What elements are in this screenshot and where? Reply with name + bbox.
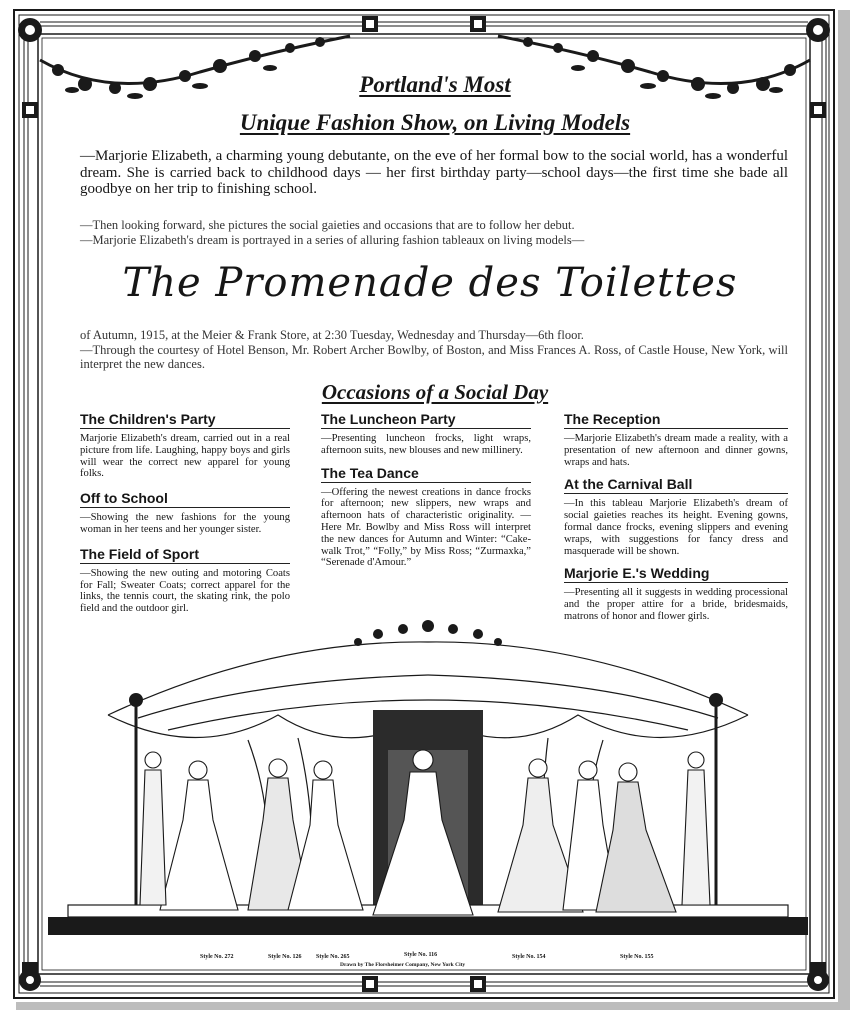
model-figure-7 bbox=[596, 763, 676, 912]
style-label: Style No. 126 bbox=[268, 954, 302, 960]
promenade-details: of Autumn, 1915, at the Meier & Frank Store, at 2:30 Tuesday, Wednesday and Thursday—6th floor. bbox=[80, 328, 584, 342]
occasions-column-3 bbox=[564, 411, 788, 631]
section-title-carnival-ball: At the Carnival Ball bbox=[564, 476, 788, 494]
intro-paragraph-3: —Marjorie Elizabeth's dream is portrayed in a series of alluring fashion tableaux on living models— bbox=[80, 233, 585, 247]
section-title-field-of-sport: The Field of Sport bbox=[80, 546, 290, 564]
intro-paragraph-2: —Then looking forward, she pictures the social gaieties and occasions that are to follow her debut. bbox=[80, 218, 575, 232]
promenade-courtesy: —Through the courtesy of Hotel Benson, Mr. Robert Archer Bowlby, of Boston, and Miss Frances A. Ross, of Castle House, New York, will interpret the new dances. bbox=[80, 343, 788, 371]
section-text-wedding: —Presenting all it suggests in wedding processional and the proper attire for a bride, bridesmaids, matrons of honor and flower girls. bbox=[564, 587, 788, 622]
section-text-childrens-party: Marjorie Elizabeth's dream, carried out in a real picture from life. Laughing, happy boys and girls will wear the correct new apparel for young folks. bbox=[80, 433, 290, 480]
attendant-figure-right bbox=[682, 752, 710, 905]
occasions-column-2 bbox=[321, 411, 531, 577]
intro-paragraph: —Marjorie Elizabeth, a charming young debutante, on the eve of her formal bow to the social world, has a wonderful dream. She is carried back to childhood days — her first birthday party—school days—the first time she bade all goodbye on her trip to finishing school. bbox=[80, 148, 788, 197]
headline-line-2: Unique Fashion Show, on Living Models bbox=[239, 110, 631, 135]
headline-line-1: Portland's Most bbox=[359, 72, 511, 97]
section-title-luncheon-party: The Luncheon Party bbox=[321, 411, 531, 429]
fashion-show-illustration bbox=[48, 620, 808, 950]
style-label: Style No. 272 bbox=[200, 954, 234, 960]
style-label: Style No. 155 bbox=[620, 954, 654, 960]
section-text-reception: —Marjorie Elizabeth's dream made a reality, with a presentation of new afternoon and dinner gowns, wraps and hats. bbox=[564, 433, 788, 468]
section-title-tea-dance: The Tea Dance bbox=[321, 465, 531, 483]
attendant-figure-left bbox=[140, 752, 166, 905]
section-text-carnival-ball: —In this tableau Marjorie Elizabeth's dream of social gaieties reaches its height. Evening gowns, formal dance frocks, evening slippers and evening wraps, with suggestions for fancy dress and masquerade will be shown. bbox=[564, 498, 788, 557]
section-title-childrens-party: The Children's Party bbox=[80, 411, 290, 429]
section-text-tea-dance: —Offering the newest creations in dance frocks for afternoon; new slippers, new wraps and afternoon hats of characteristic originality. —Here Mr. Bowlby and Miss Ross will interpret the new dances for Autumn and Winter: “Cake-walk Trot,” “Folly,” by Miss Ross; “Zurmaxka,” “Serenade d'Amour.” bbox=[321, 486, 531, 569]
section-text-luncheon-party: —Presenting luncheon frocks, light wraps, afternoon suits, new blouses and new millinery. bbox=[321, 433, 531, 456]
section-title-wedding: Marjorie E.'s Wedding bbox=[564, 565, 788, 583]
occasions-column-1 bbox=[80, 411, 290, 623]
section-title-off-to-school: Off to School bbox=[80, 490, 290, 508]
model-figure-1 bbox=[160, 761, 238, 910]
style-label: Style No. 154 bbox=[512, 954, 546, 960]
illustration-credit: Drawn by The Florsheimer Company, New York City bbox=[340, 962, 466, 968]
section-title-reception: The Reception bbox=[564, 411, 788, 429]
occasions-heading: Occasions of a Social Day bbox=[321, 380, 549, 404]
promenade-title: The Promenade des Toilettes bbox=[122, 260, 738, 306]
section-text-off-to-school: —Showing the new fashions for the young woman in her teens and her younger sister. bbox=[80, 512, 290, 535]
style-label: Style No. 265 bbox=[316, 954, 350, 960]
model-figure-3 bbox=[288, 761, 363, 910]
section-text-field-of-sport: —Showing the new outing and motoring Coats for Fall; Sweater Coats; correct apparel for the links, the tennis court, the skating rink, the polo field and the outdoor girl. bbox=[80, 567, 290, 615]
style-label: Style No. 116 bbox=[404, 952, 438, 958]
